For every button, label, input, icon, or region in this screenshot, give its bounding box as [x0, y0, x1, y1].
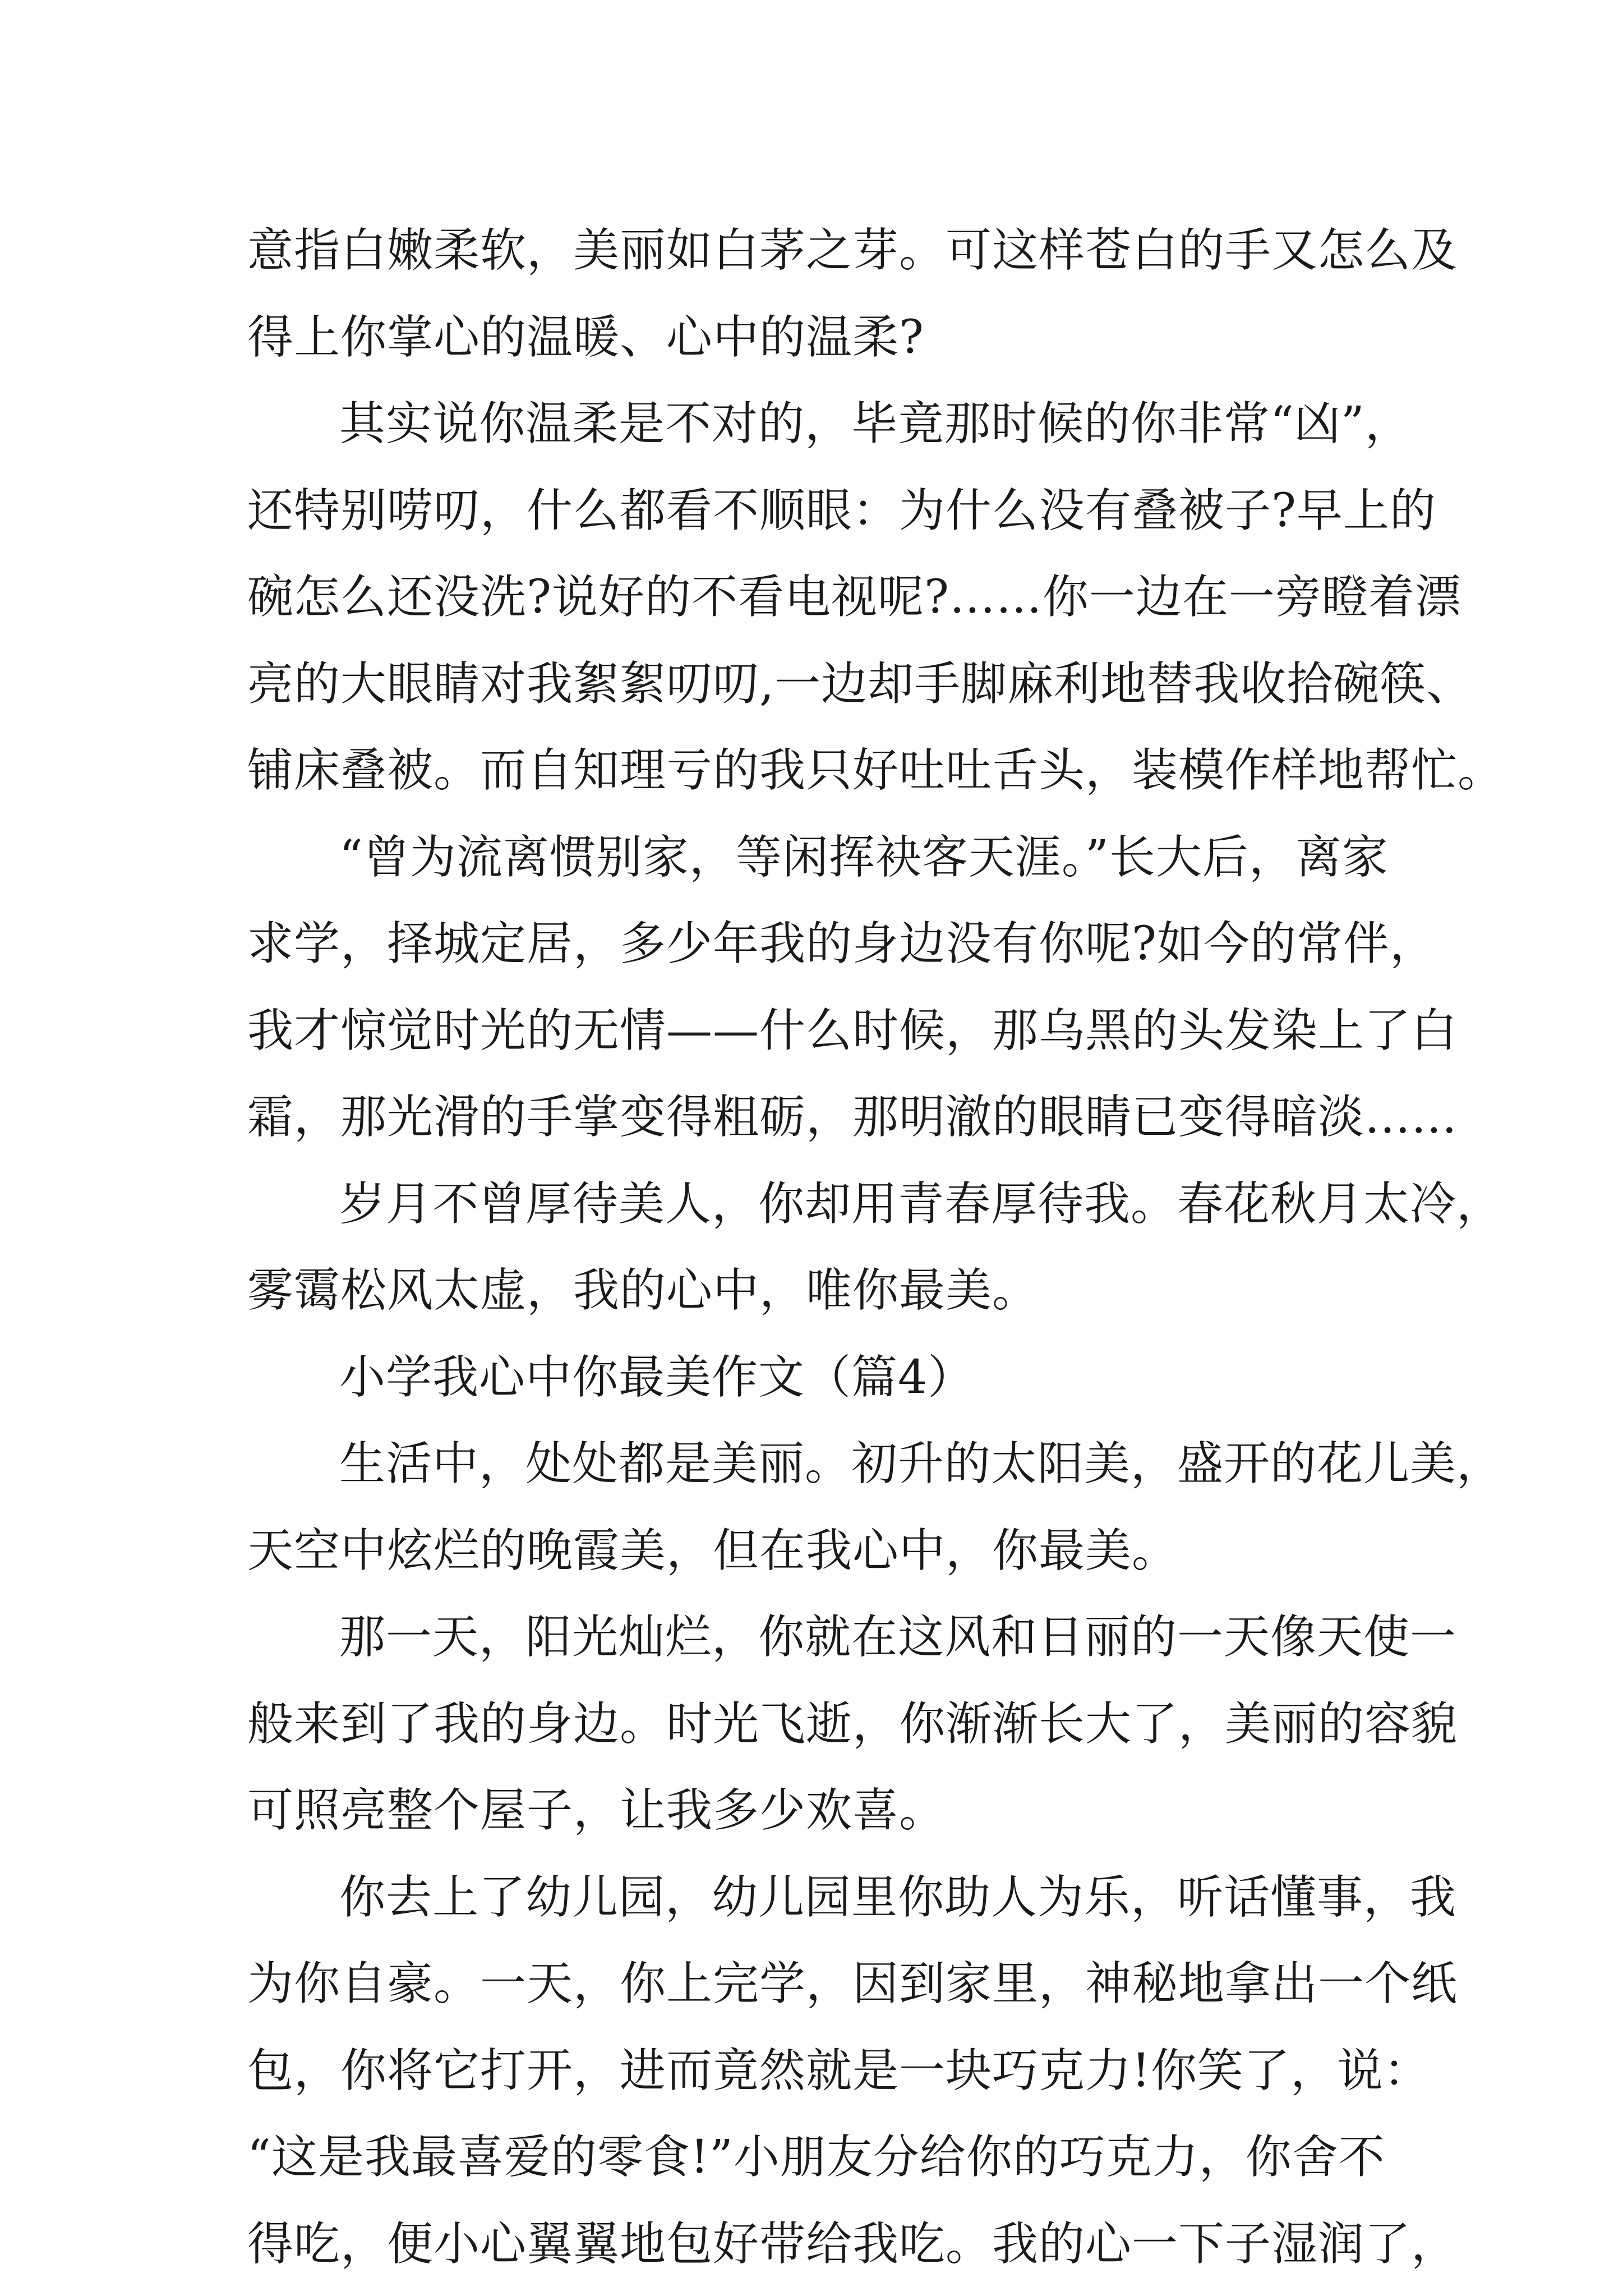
paragraph-start-line: 那一天，阳光灿烂，你就在这风和日丽的一天像天使一 — [339, 1611, 1457, 1664]
text-line: “这是我最喜爱的零食!”小朋友分给你的巧克力，你舍不 — [247, 2131, 1385, 2184]
text-line: 可照亮整个屋子，让我多少欢喜。 — [247, 1784, 946, 1837]
text-line: 得上你掌心的温暖、心中的温柔? — [247, 310, 924, 364]
text-line: 碗怎么还没洗?说好的不看电视呢?……你一边在一旁瞪着漂 — [247, 570, 1461, 624]
paragraph-start-line: 岁月不曾厚待美人，你却用青春厚待我。春花秋月太冷， — [339, 1177, 1504, 1231]
text-line: 得吃，便小心翼翼地包好带给我吃。我的心一下子湿润了， — [247, 2217, 1458, 2271]
text-line: 求学，择城定居，多少年我的身边没有你呢?如今的常伴， — [247, 917, 1436, 970]
paragraph-start-line: 其实说你温柔是不对的，毕竟那时候的你非常“凶”， — [339, 397, 1412, 450]
text-line: 般来到了我的身边。时光飞逝，你渐渐长大了，美丽的容貌 — [247, 1697, 1458, 1751]
text-line: 为你自豪。一天，你上完学，因到家里，神秘地拿出一个纸 — [247, 1957, 1458, 2010]
text-line: 还特别唠叨，什么都看不顺眼：为什么没有叠被子?早上的 — [247, 484, 1436, 537]
text-line: 包，你将它打开，进而竟然就是一块巧克力!你笑了，说： — [247, 2044, 1430, 2097]
text-line: 我才惊觉时光的无情——什么时候，那乌黑的头发染上了白 — [247, 1004, 1458, 1057]
text-line: 意指白嫩柔软，美丽如白茅之芽。可这样苍白的手又怎么及 — [247, 224, 1458, 277]
text-line: 霜，那光滑的手掌变得粗砺，那明澈的眼睛已变得暗淡…… — [247, 1091, 1458, 1144]
text-line: 天空中炫烂的晚霞美，但在我心中，你最美。 — [247, 1524, 1179, 1577]
paragraph-start-line: 你去上了幼儿园，幼儿园里你助人为乐，听话懂事，我 — [339, 1870, 1457, 1924]
body-text — [247, 208, 1505, 2288]
paragraph-start-line: 生活中，处处都是美丽。初升的太阳美，盛开的花儿美， — [339, 1437, 1504, 1490]
text-line: 铺床叠被。而自知理亏的我只好吐吐舌头，装模作样地帮忙。 — [247, 744, 1505, 797]
section-heading: 小学我心中你最美作文（篇4） — [339, 1350, 975, 1404]
text-line: 亮的大眼睛对我絮絮叨叨,一边却手脚麻利地替我收拾碗筷、 — [247, 657, 1473, 711]
text-line: 雾霭松风太虚，我的心中，唯你最美。 — [247, 1264, 1039, 1317]
paragraph-start-line: “曾为流离惯别家，等闲挥袂客天涯。”长大后，离家 — [339, 830, 1389, 884]
